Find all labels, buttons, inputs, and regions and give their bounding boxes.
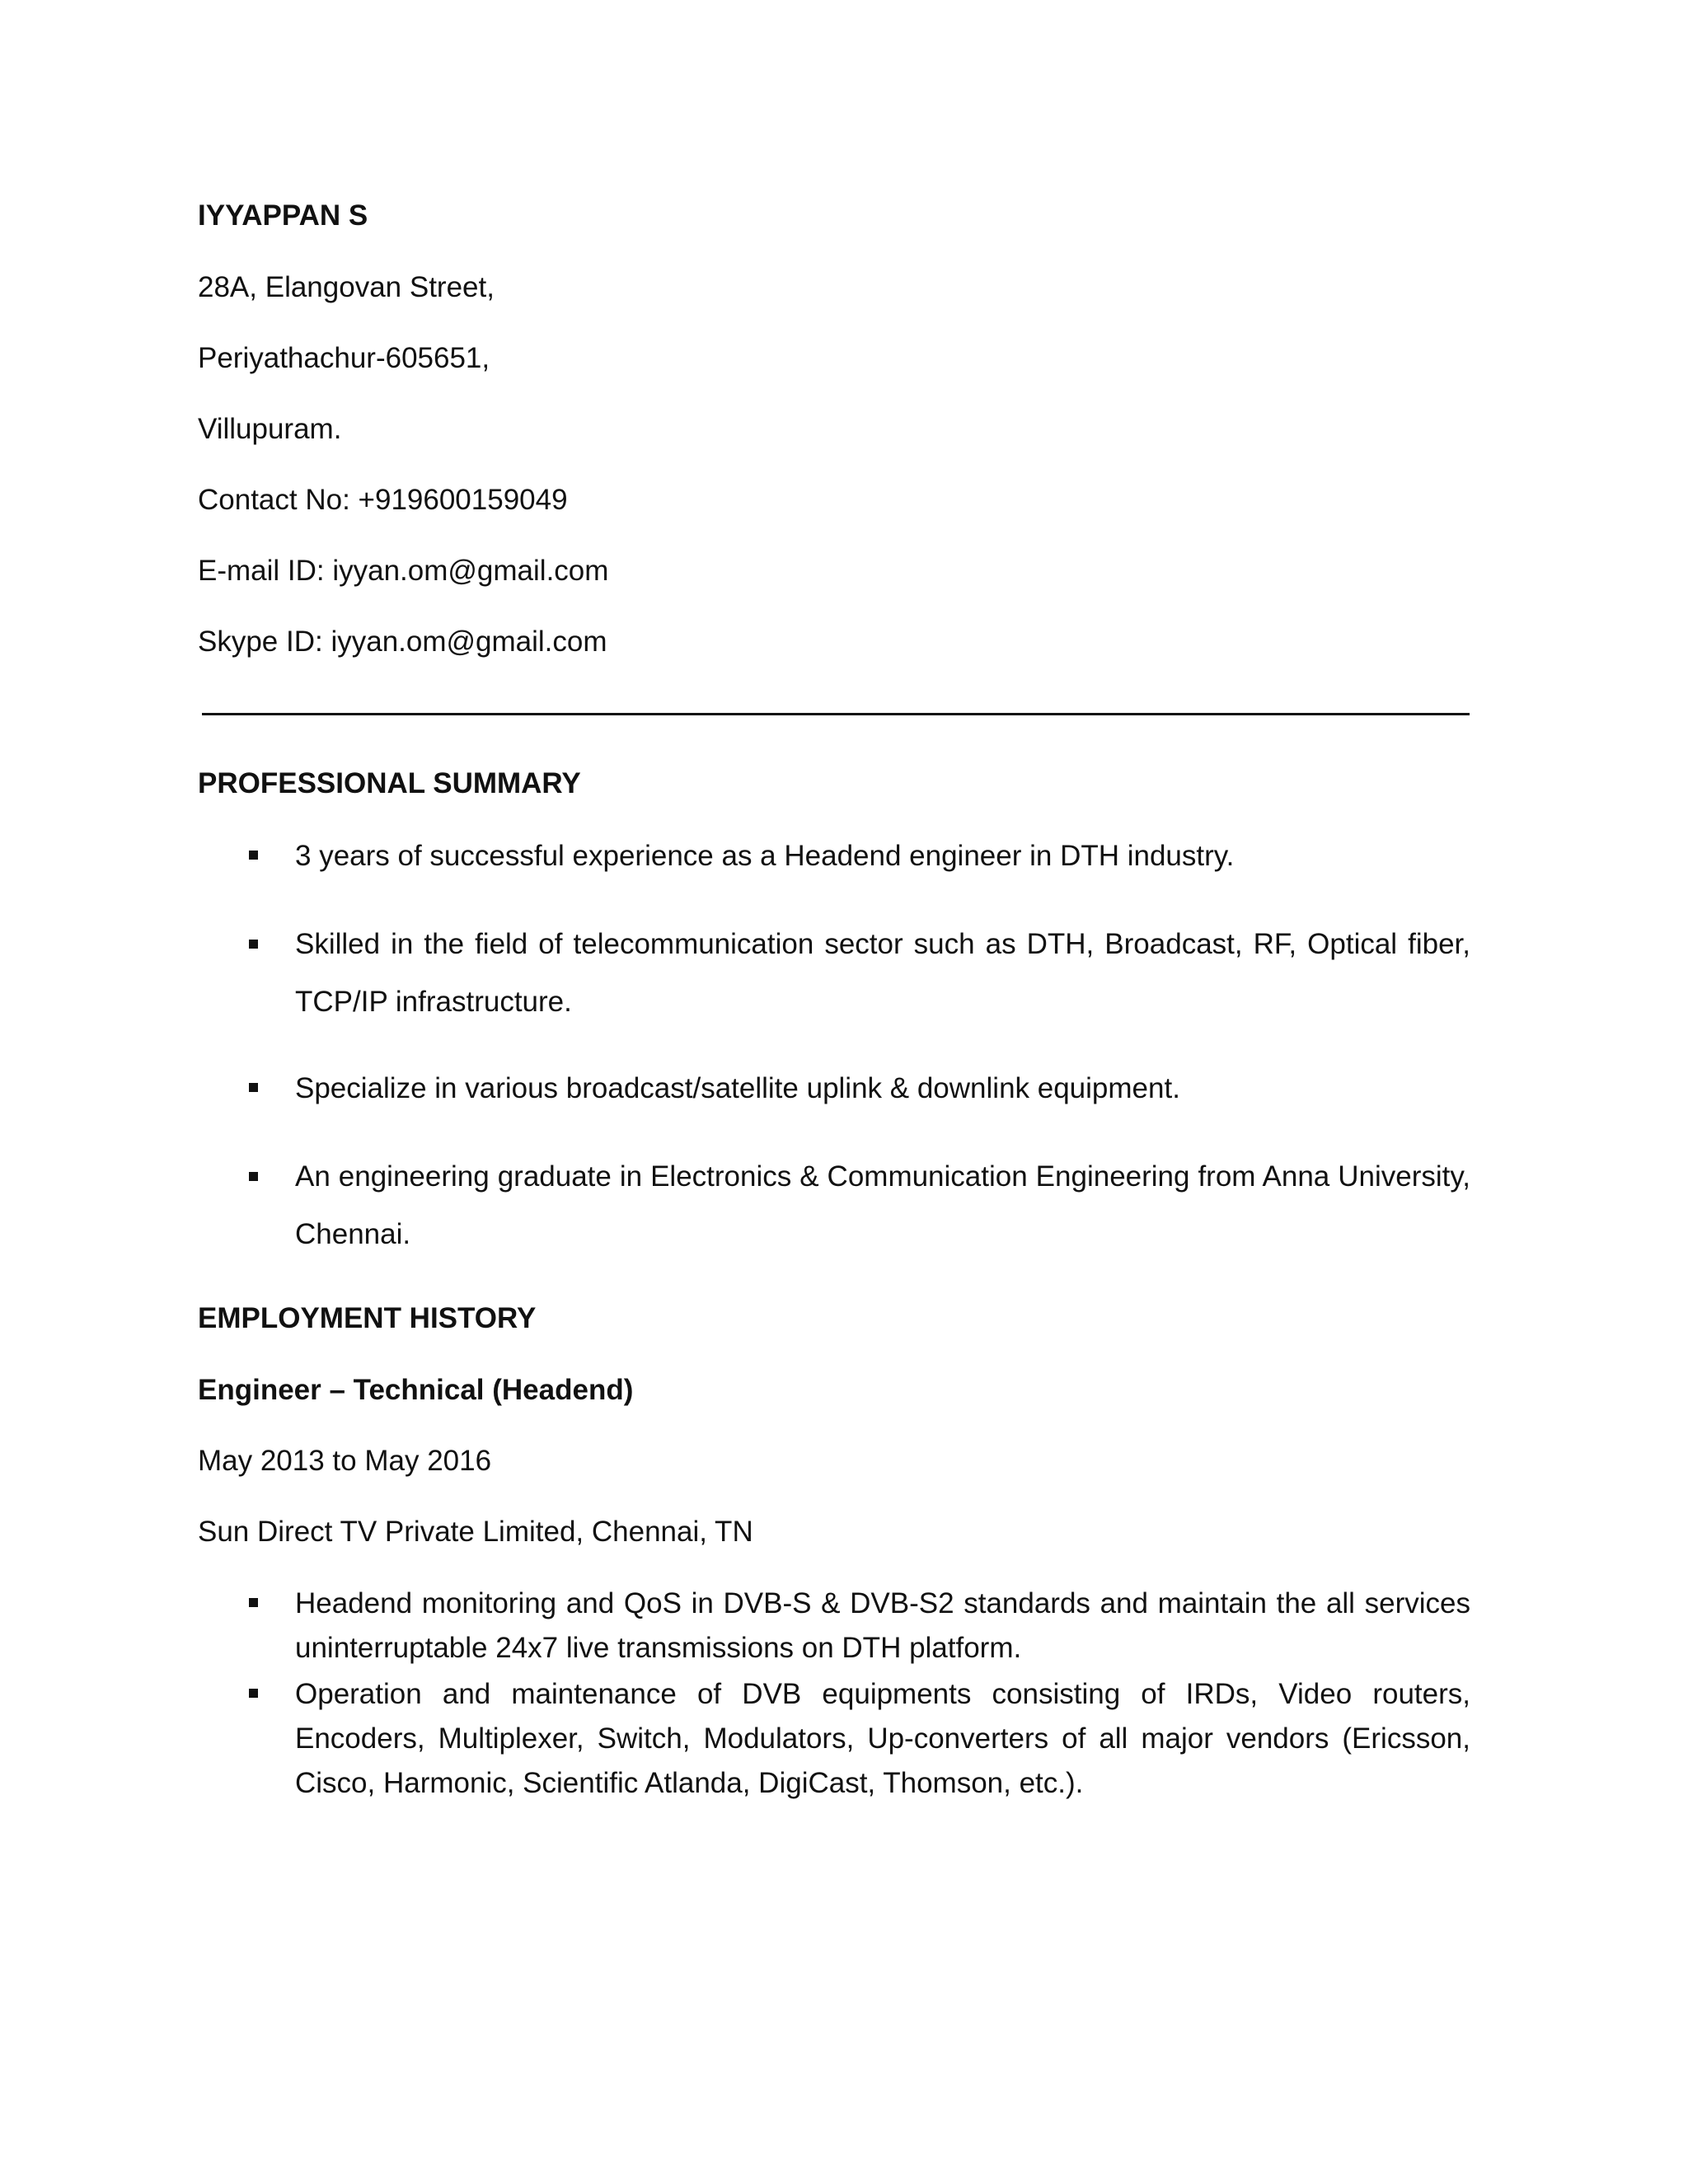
bullet-icon bbox=[249, 1689, 258, 1698]
summary-item: An engineering graduate in Electronics & Communication Engineering from Anna University, Chennai. bbox=[295, 1160, 1470, 1250]
email-id: E-mail ID: iyyan.om@gmail.com bbox=[198, 555, 609, 587]
job-title: Engineer – Technical (Headend) bbox=[198, 1374, 634, 1406]
skype-id: Skype ID: iyyan.om@gmail.com bbox=[198, 626, 607, 658]
summary-item: Specialize in various broadcast/satellite uplink & downlink equipment. bbox=[295, 1072, 1180, 1104]
bullet-icon bbox=[249, 1083, 258, 1092]
employment-period: May 2013 to May 2016 bbox=[198, 1445, 492, 1477]
bullet-icon bbox=[249, 1172, 258, 1181]
employment-duty: Operation and maintenance of DVB equipments consisting of IRDs, Video routers, Encoders, Multiplexer, Switch, Modulators, Up-converters of all major vendors (Ericsson, Cisco, Harmonic, Scientific Atlanda, DigiCast, Thomson, etc.). bbox=[295, 1678, 1470, 1799]
bullet-icon bbox=[249, 940, 258, 949]
professional-summary-heading: PROFESSIONAL SUMMARY bbox=[198, 767, 581, 799]
section-divider bbox=[202, 713, 1470, 715]
bullet-icon bbox=[249, 851, 258, 860]
candidate-name: IYYAPPAN S bbox=[198, 199, 368, 232]
employer-name: Sun Direct TV Private Limited, Chennai, TN bbox=[198, 1516, 753, 1548]
address-line-3: Villupuram. bbox=[198, 413, 342, 445]
employment-duty: Headend monitoring and QoS in DVB-S & DVB-S2 standards and maintain the all services uninterruptable 24x7 live transmissions on DTH platform. bbox=[295, 1587, 1470, 1664]
address-line-1: 28A, Elangovan Street, bbox=[198, 271, 495, 303]
contact-number: Contact No: +919600159049 bbox=[198, 484, 568, 516]
bullet-icon bbox=[249, 1598, 258, 1607]
address-line-2: Periyathachur-605651, bbox=[198, 342, 490, 374]
summary-item: 3 years of successful experience as a Headend engineer in DTH industry. bbox=[295, 840, 1235, 872]
employment-history-heading: EMPLOYMENT HISTORY bbox=[198, 1302, 537, 1334]
summary-item: Skilled in the field of telecommunication sector such as DTH, Broadcast, RF, Optical fiber, TCP/IP infrastructure. bbox=[295, 928, 1470, 1018]
